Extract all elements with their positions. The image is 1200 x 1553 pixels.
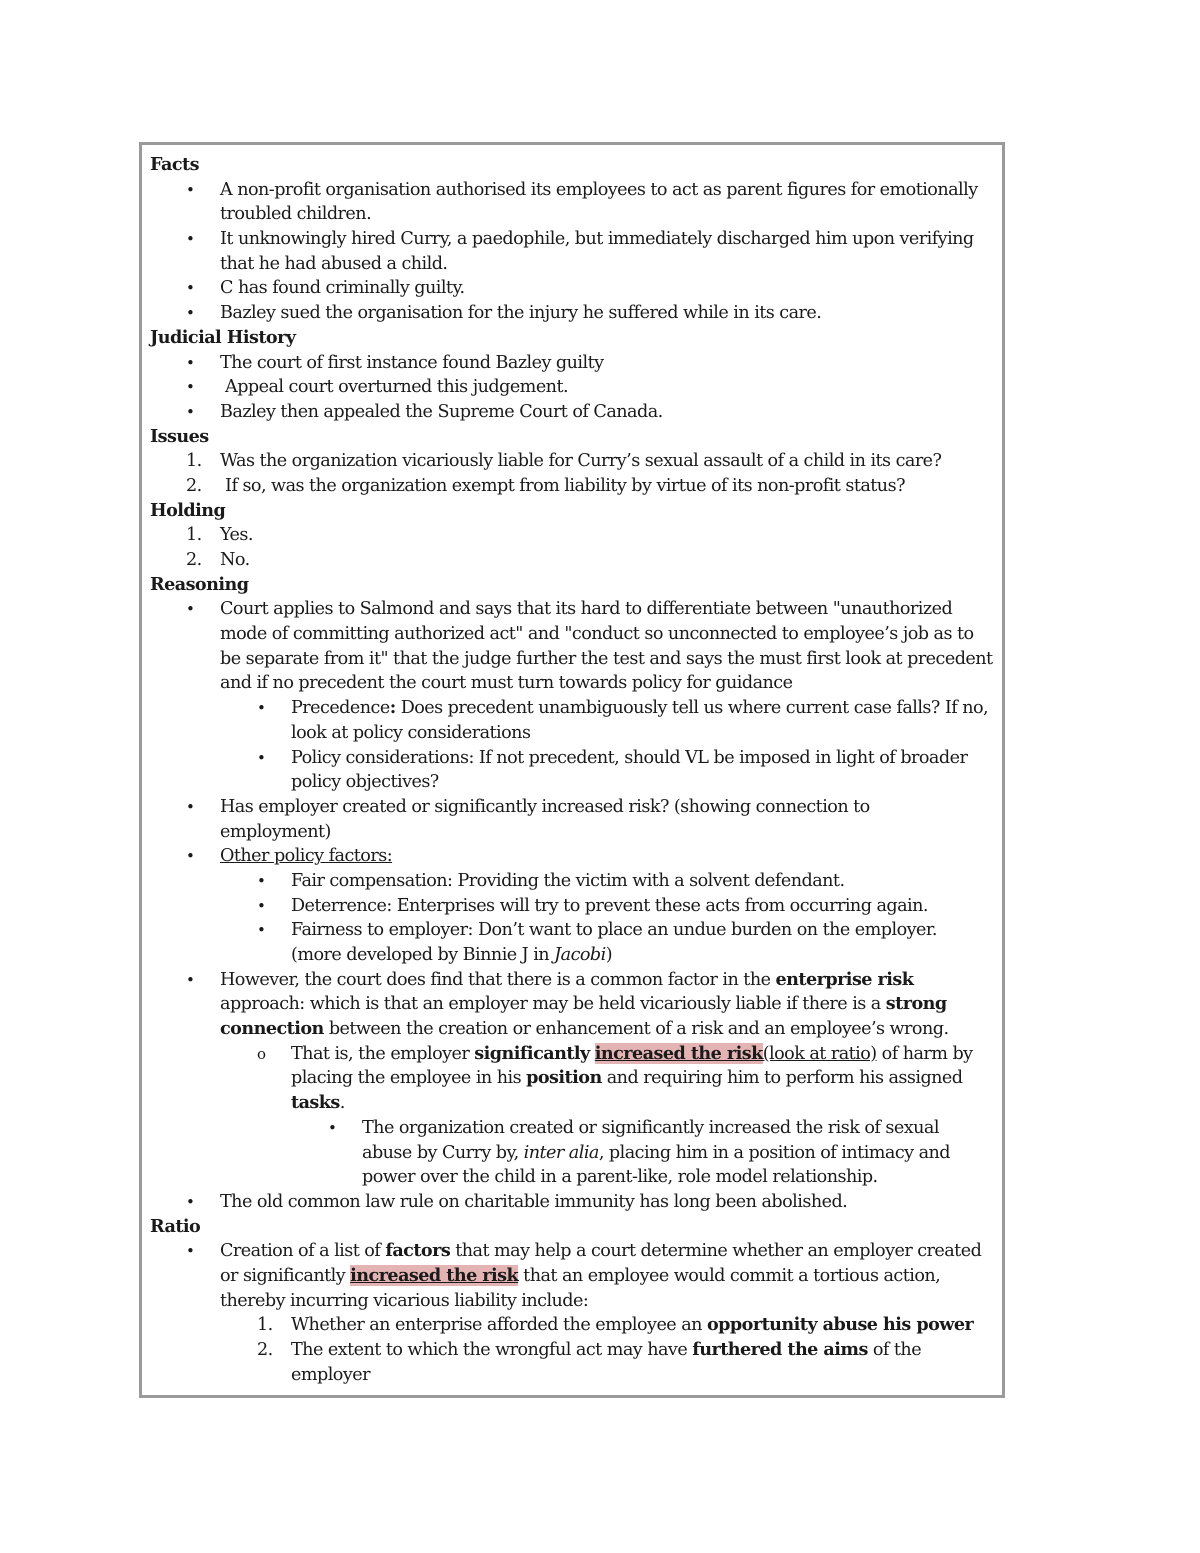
section-heading-reasoning: Reasoning (150, 573, 249, 595)
sub-list-item-continuation: placing the employee in his position and requiring him to perform his assigned (291, 1067, 963, 1089)
sub-list-item: o That is, the employer significantly increased the risk(look at ratio) of harm by (150, 1042, 994, 1067)
bullet-icon: • (186, 1242, 195, 1261)
list-item: • Appeal court overturned this judgement. (150, 375, 994, 400)
list-item-continuation: that he had abused a child. (220, 253, 448, 274)
document-frame (139, 142, 1005, 1398)
list-item-continuation: and if no precedent the court must turn towards policy for guidance (220, 673, 793, 694)
list-item-continuation: mode of committing authorized act" and "conduct so unconnected to employee’s job as to (220, 624, 974, 645)
section-heading-issues: Issues (150, 425, 209, 447)
bullet-icon: • (186, 1192, 195, 1211)
section-heading-ratio: Ratio (150, 1215, 201, 1237)
bullet-icon: • (186, 230, 195, 249)
numbered-item-continuation: employer (291, 1364, 370, 1385)
bullet-icon: • (186, 304, 195, 323)
bullet-icon: • (186, 402, 195, 421)
bullet-icon: • (257, 921, 266, 940)
list-item-continuation: approach: which is that an employer may be held vicariously liable if there is a strong (220, 993, 947, 1015)
numbered-item: 2. No. (150, 548, 994, 573)
bullet-icon: • (186, 279, 195, 298)
sub-list-item: • Deterrence: Enterprises will try to prevent these acts from occurring again. (150, 894, 994, 919)
bullet-icon: • (257, 871, 266, 890)
list-item-continuation: connection between the creation or enhancement of a risk and an employee’s wrong. (220, 1018, 949, 1040)
list-item: • A non-profit organisation authorised its employees to act as parent figures for emotionally (150, 178, 994, 203)
sub-list-item: • Policy considerations: If not precedent, should VL be imposed in light of broader (150, 746, 994, 771)
highlight: increased the risk (594, 1042, 763, 1064)
sub-list-item-continuation: policy objectives? (291, 772, 439, 793)
sub-list-item-continuation: tasks. (291, 1092, 345, 1114)
bullet-icon: • (186, 970, 195, 989)
list-number: 1. (257, 1315, 273, 1336)
numbered-item: 2. The extent to which the wrongful act may have furthered the aims of the (150, 1338, 994, 1363)
numbered-item: 1. Was the organization vicariously liable for Curry’s sexual assault of a child in its care? (150, 449, 994, 474)
numbered-item: 2. If so, was the organization exempt from liability by virtue of its non-profit status? (150, 474, 994, 499)
list-item-continuation: troubled children. (220, 204, 372, 225)
bullet-icon: • (186, 600, 195, 619)
sub-list-item-continuation: (more developed by Binnie J in Jacobi) (291, 945, 613, 965)
bullet-icon: • (257, 699, 266, 718)
list-number: 1. (186, 525, 202, 546)
highlight: increased the risk (350, 1264, 519, 1286)
bullet-icon: • (186, 180, 195, 199)
sub-sub-list-item: • The organization created or significantly increased the risk of sexual (150, 1116, 994, 1141)
list-item: • Bazley sued the organisation for the injury he suffered while in its care. (150, 301, 994, 326)
list-number: 1. (186, 451, 202, 472)
list-item-continuation: employment) (220, 821, 331, 842)
list-number: 2. (186, 550, 202, 570)
bullet-icon: • (186, 797, 195, 816)
list-item-continuation: be separate from it" that the judge further the test and says the must first look at precedent (220, 648, 993, 669)
section-heading-holding: Holding (150, 499, 226, 521)
list-item: • Bazley then appealed the Supreme Court of Canada. (150, 400, 994, 425)
bullet-icon: • (257, 896, 266, 915)
list-item: • Court applies to Salmond and says that its hard to differentiate between "unauthorized (150, 597, 994, 622)
list-item: • C has found criminally guilty. (150, 276, 994, 301)
list-item: • It unknowingly hired Curry, a paedophile, but immediately discharged him upon verifying (150, 227, 994, 252)
section-heading-facts: Facts (150, 154, 199, 175)
sub-list-item-continuation: look at policy considerations (291, 722, 531, 743)
list-item: • The court of first instance found Bazley guilty (150, 351, 994, 376)
bullet-icon: • (186, 378, 195, 397)
case-brief (150, 153, 994, 1387)
bullet-icon: • (186, 353, 195, 372)
list-item: • Creation of a list of factors that may help a court determine whether an employer created (150, 1239, 994, 1264)
list-number: 2. (257, 1340, 273, 1360)
bullet-icon: • (257, 748, 266, 767)
list-item: • Has employer created or significantly increased risk? (showing connection to (150, 795, 994, 820)
list-number: 2. (186, 475, 202, 496)
sub-list-item: • Precedence: Does precedent unambiguously tell us where current case falls? If no, (150, 696, 994, 721)
bullet-icon: • (328, 1118, 337, 1137)
list-item: • The old common law rule on charitable immunity has long been abolished. (150, 1190, 994, 1215)
list-item: • Other policy factors: (150, 844, 994, 869)
list-item-continuation: thereby incurring vicarious liability include: (220, 1290, 589, 1311)
bullet-icon: • (186, 847, 195, 866)
circle-bullet-icon: o (257, 1044, 266, 1063)
sub-list-item: • Fairness to employer: Don’t want to place an undue burden on the employer. (150, 918, 994, 943)
section-heading-judicial-history: Judicial History (150, 326, 296, 348)
sub-sub-list-item-continuation: abuse by Curry by, inter alia, placing him in a position of intimacy and (362, 1142, 951, 1163)
numbered-item: 1. Whether an enterprise afforded the employee an opportunity abuse his power (150, 1313, 994, 1338)
sub-list-item: • Fair compensation: Providing the victim with a solvent defendant. (150, 869, 994, 894)
list-item-continuation: or significantly increased the risk that an employee would commit a tortious action, (220, 1264, 941, 1286)
numbered-item: 1. Yes. (150, 523, 994, 548)
list-item: • However, the court does find that there is a common factor in the enterprise risk (150, 968, 994, 993)
sub-sub-list-item-continuation: power over the child in a parent-like, role model relationship. (362, 1167, 878, 1188)
